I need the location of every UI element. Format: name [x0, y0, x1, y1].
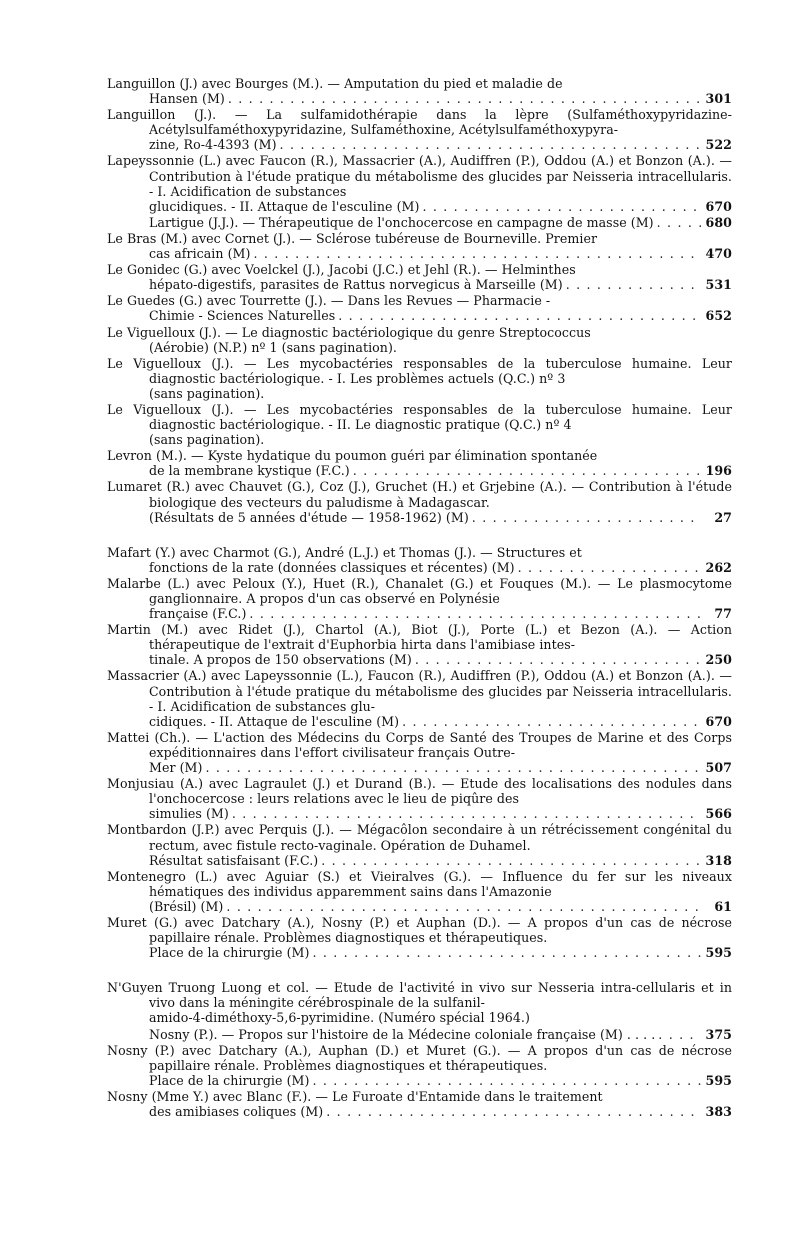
leader-dots — [566, 277, 701, 292]
leader-dots — [253, 246, 701, 261]
index-entry — [107, 479, 732, 524]
index-entry — [107, 107, 732, 152]
entry-last-line — [149, 463, 732, 478]
entry-last-line — [149, 899, 732, 914]
entry-text: Monjusiau (A.) avec Lagraulet (J.) et Durand (B.). — Etude des localisations des nodules dans l'onchocercose : leurs relations avec le lieu de piqûre des — [107, 776, 732, 807]
entry-last-text: simulies (M) — [149, 806, 229, 822]
entry-last-text: Place de la chirurgie (M) — [149, 945, 310, 961]
page-number: 262 — [705, 559, 732, 575]
entry-last-line — [149, 510, 732, 525]
entry-last-text: française (F.C.) — [149, 606, 247, 622]
index-entry — [107, 215, 732, 230]
leader-dots — [338, 308, 701, 323]
entry-last-line — [149, 1073, 732, 1088]
entry-text: Le Viguelloux (J.). — Le diagnostic bactériologique du genre Streptococcus — [107, 324, 591, 340]
index-entry — [107, 730, 732, 775]
entry-last-line — [149, 246, 732, 261]
entry-text: Le Gonidec (G.) avec Voelckel (J.), Jacobi (J.C.) et Jehl (R.). — Helminthes — [107, 262, 576, 278]
index-entry — [107, 262, 732, 292]
index-entry — [107, 448, 732, 478]
page-number: 531 — [705, 277, 732, 293]
entry-last-text: (Résultats de 5 années d'étude — 1958-1962) (M) — [149, 509, 469, 525]
leader-dots — [232, 806, 701, 821]
entry-last-text: Lartigue (J.J.). — Thérapeutique de l'onchocercose en campagne de masse (M) — [149, 214, 654, 230]
index-group — [107, 76, 732, 525]
page-number: 522 — [705, 137, 732, 153]
page-number: 670 — [705, 713, 732, 729]
entry-last-text: (sans pagination). — [149, 385, 265, 401]
leader-dots — [658, 1027, 701, 1042]
leader-dots — [312, 945, 701, 960]
entry-last-text: Chimie - Sciences Naturelles — [149, 308, 336, 324]
entry-text: N'Guyen Truong Luong et col. — Etude de l'activité in vivo sur Nesseria intra-cellularis et in vivo dans la méningite cérébrospinale de la sulfanil- — [107, 980, 732, 1011]
page-number: 301 — [705, 91, 732, 107]
entry-last-text: tinale. A propos de 150 observations (M) — [149, 652, 412, 668]
leader-dots — [415, 652, 701, 667]
page-number: 77 — [714, 606, 732, 622]
entry-last-line — [149, 560, 732, 575]
entry-last-line — [149, 652, 732, 667]
page-number: 196 — [705, 463, 732, 479]
index-entry — [107, 356, 732, 401]
index-page — [107, 76, 732, 1139]
entry-last-line — [149, 714, 732, 729]
page-number: 250 — [705, 652, 732, 668]
index-entry — [107, 293, 732, 323]
leader-dots — [312, 1073, 701, 1088]
page-number: 375 — [705, 1026, 732, 1042]
entry-last-line — [149, 215, 732, 230]
index-entry — [107, 76, 732, 106]
entry-last-text: (Aérobie) (N.P.) nº 1 (sans pagination). — [149, 339, 397, 355]
leader-dots — [226, 899, 701, 914]
leader-dots — [280, 137, 701, 152]
entry-last-text: zine, Ro-4-4393 (M) — [149, 137, 277, 153]
entry-text: Lapeyssonnie (L.) avec Faucon (R.), Massacrier (A.), Audiffren (P.), Oddou (A.) et Bonzon (A.). — Contribution à l'étude pratique du métabolisme des glucides par Neisseria intracellularis. - I. Acidification de substances — [107, 153, 732, 199]
page-number: 507 — [705, 760, 732, 776]
entry-text: Nosny (Mme Y.) avec Blanc (F.). — Le Furoate d'Entamide dans le traitement — [107, 1088, 603, 1104]
entry-last-text: (sans pagination). — [149, 432, 265, 448]
index-entry — [107, 869, 732, 914]
entry-last-line — [149, 137, 732, 152]
entry-last-text: glucidiques. - II. Attaque de l'esculine (M) — [149, 198, 420, 214]
entry-last-line — [149, 945, 732, 960]
entry-text: Muret (G.) avec Datchary (A.), Nosny (P.) et Auphan (D.). — A propos d'un cas de nécrose papillaire rénale. Problèmes diagnostiques et thérapeutiques. — [107, 914, 732, 946]
index-entry — [107, 545, 732, 575]
index-entry — [107, 1027, 732, 1042]
entry-text: Le Guedes (G.) avec Tourrette (J.). — Dans les Revues — Pharmacie - — [107, 293, 551, 309]
entry-text: Languillon (J.). — La sulfamidothérapie dans la lèpre (Sulfaméthoxypyridazine-Acétylsulfaméthoxypyridazine, Sulfaméthoxine, Acétylsulfaméthoxypyra- — [107, 107, 732, 138]
entry-last-line — [149, 277, 732, 292]
index-group — [107, 980, 732, 1119]
entry-text: Mattei (Ch.). — L'action des Médecins du Corps de Santé des Troupes de Marine et des Corps expéditionnaires dans l'effort civilisateur français Outre- — [107, 729, 732, 760]
entry-last-text: hépato-digestifs, parasites de Rattus norvegicus à Marseille (M) — [149, 277, 563, 293]
entry-text: Mafart (Y.) avec Charmot (G.), André (L.J.) et Thomas (J.). — Structures et — [107, 544, 582, 560]
page-number: 680 — [705, 214, 732, 230]
page-number: 670 — [705, 198, 732, 214]
entry-last-line — [149, 853, 732, 868]
entry-last-line — [149, 91, 732, 106]
leader-dots — [657, 215, 701, 230]
entry-last-line — [149, 1027, 732, 1042]
index-entry — [107, 915, 732, 960]
index-entry — [107, 622, 732, 667]
page-number: 652 — [705, 308, 732, 324]
entry-text: Massacrier (A.) avec Lapeyssonnie (L.), Faucon (R.), Audiffren (P.), Oddou (A.) et Bonzon (A.). — Contribution à l'étude pratique du métabolisme des glucides par Neisseria intracellularis. - I. Acidification de substances glu- — [107, 668, 732, 714]
entry-last-text: Résultat satisfaisant (F.C.) — [149, 852, 319, 868]
leader-dots — [518, 560, 701, 575]
entry-text: Le Bras (M.) avec Cornet (J.). — Sclérose tubéreuse de Bourneville. Premier — [107, 230, 598, 246]
leader-dots — [321, 853, 701, 868]
index-entry — [107, 231, 732, 261]
leader-dots — [205, 760, 701, 775]
index-entry — [107, 668, 732, 728]
entry-last-text: Place de la chirurgie (M) — [149, 1072, 310, 1088]
page-number: 383 — [705, 1104, 732, 1119]
entry-last-line — [149, 1104, 732, 1119]
leader-dots — [353, 463, 701, 478]
page-number: 595 — [705, 945, 732, 961]
page-number: 61 — [714, 898, 732, 914]
entry-text: Le Viguelloux (J.). — Les mycobactéries responsables de la tuberculose humaine. Leur diagnostic bactériologique. - I. Les problèmes actuels (Q.C.) nº 3 — [107, 355, 732, 386]
page-number: 595 — [705, 1072, 732, 1088]
index-entry — [107, 822, 732, 867]
leader-dots — [472, 510, 701, 525]
entry-text: Martin (M.) avec Ridet (J.), Chartol (A.), Biot (J.), Porte (L.) et Bezon (A.). — Action thérapeutique de l'extrait d'Euphorbia hirta dans l'amibiase intes- — [107, 622, 732, 653]
index-entry — [107, 1043, 732, 1088]
entry-last-text: amido-4-diméthoxy-5,6-pyrimidine. (Numéro spécial 1964.) — [149, 1010, 530, 1026]
entry-last-text: Nosny (P.). — Propos sur l'histoire de la Médecine coloniale française (M) . . . . — [149, 1026, 656, 1042]
index-group — [107, 545, 732, 961]
entry-last-text: des amibiases coliques (M) — [149, 1104, 324, 1119]
entry-text: Montenegro (L.) avec Aguiar (S.) et Vieiralves (G.). — Influence du fer sur les niveaux hématiques des individus apparemment sains dans l'Amazonie — [107, 868, 732, 899]
leader-dots — [249, 606, 701, 621]
page-number: 566 — [705, 806, 732, 822]
entry-text: Montbardon (J.P.) avec Perquis (J.). — Mégacôlon secondaire à un rétrécissement congénital du rectum, avec fistule recto-vaginale. Opération de Duhamel. — [107, 822, 732, 853]
index-entry — [107, 576, 732, 621]
entry-last-line — [149, 340, 732, 355]
index-entry — [107, 776, 732, 821]
index-entry — [107, 402, 732, 447]
entry-last-line — [149, 606, 732, 621]
entry-last-text: (Brésil) (M) — [149, 898, 224, 914]
entry-last-text: cas africain (M) — [149, 246, 251, 262]
entry-text: Levron (M.). — Kyste hydatique du poumon guéri par élimination spontanée — [107, 448, 598, 464]
entry-last-line — [149, 308, 732, 323]
entry-last-line — [149, 1010, 732, 1025]
entry-last-line — [149, 386, 732, 401]
entry-last-line — [149, 760, 732, 775]
leader-dots — [422, 199, 701, 214]
index-entry — [107, 980, 732, 1025]
entry-text: Lumaret (R.) avec Chauvet (G.), Coz (J.), Gruchet (H.) et Grjebine (A.). — Contribution à l'étude biologique des vecteurs du paludisme à Madagascar. — [107, 479, 732, 510]
entry-last-text: Mer (M) — [149, 760, 203, 776]
entry-text: Languillon (J.) avec Bourges (M.). — Amputation du pied et maladie de — [107, 76, 563, 91]
page-number: 470 — [705, 246, 732, 262]
entry-last-text: fonctions de la rate (données classiques et récentes) (M) — [149, 559, 515, 575]
entry-text: Le Viguelloux (J.). — Les mycobactéries responsables de la tuberculose humaine. Leur diagnostic bactériologique. - II. Le diagnostic pratique (Q.C.) nº 4 — [107, 401, 732, 433]
entry-last-line — [149, 199, 732, 214]
entry-last-line — [149, 806, 732, 821]
entry-text: Nosny (P.) avec Datchary (A.), Auphan (D.) et Muret (G.). — A propos d'un cas de nécrose papillaire rénale. Problèmes diagnostiques et thérapeutiques. — [107, 1042, 732, 1073]
entry-last-text: de la membrane kystique (F.C.) — [149, 463, 350, 479]
index-entry — [107, 153, 732, 213]
page-number: 27 — [714, 509, 732, 525]
index-entry — [107, 325, 732, 355]
leader-dots — [402, 714, 701, 729]
entry-last-line — [149, 432, 732, 447]
index-entry — [107, 1089, 732, 1119]
leader-dots — [326, 1104, 701, 1119]
page-number: 318 — [705, 852, 732, 868]
entry-last-text: cidiques. - II. Attaque de l'esculine (M) — [149, 713, 400, 729]
entry-text: Malarbe (L.) avec Peloux (Y.), Huet (R.), Chanalet (G.) et Fouques (M.). — Le plasmocytome ganglionnaire. A propos d'un cas observé en Polynésie — [107, 575, 732, 606]
entry-last-text: Hansen (M) — [149, 91, 225, 107]
leader-dots — [228, 91, 701, 106]
